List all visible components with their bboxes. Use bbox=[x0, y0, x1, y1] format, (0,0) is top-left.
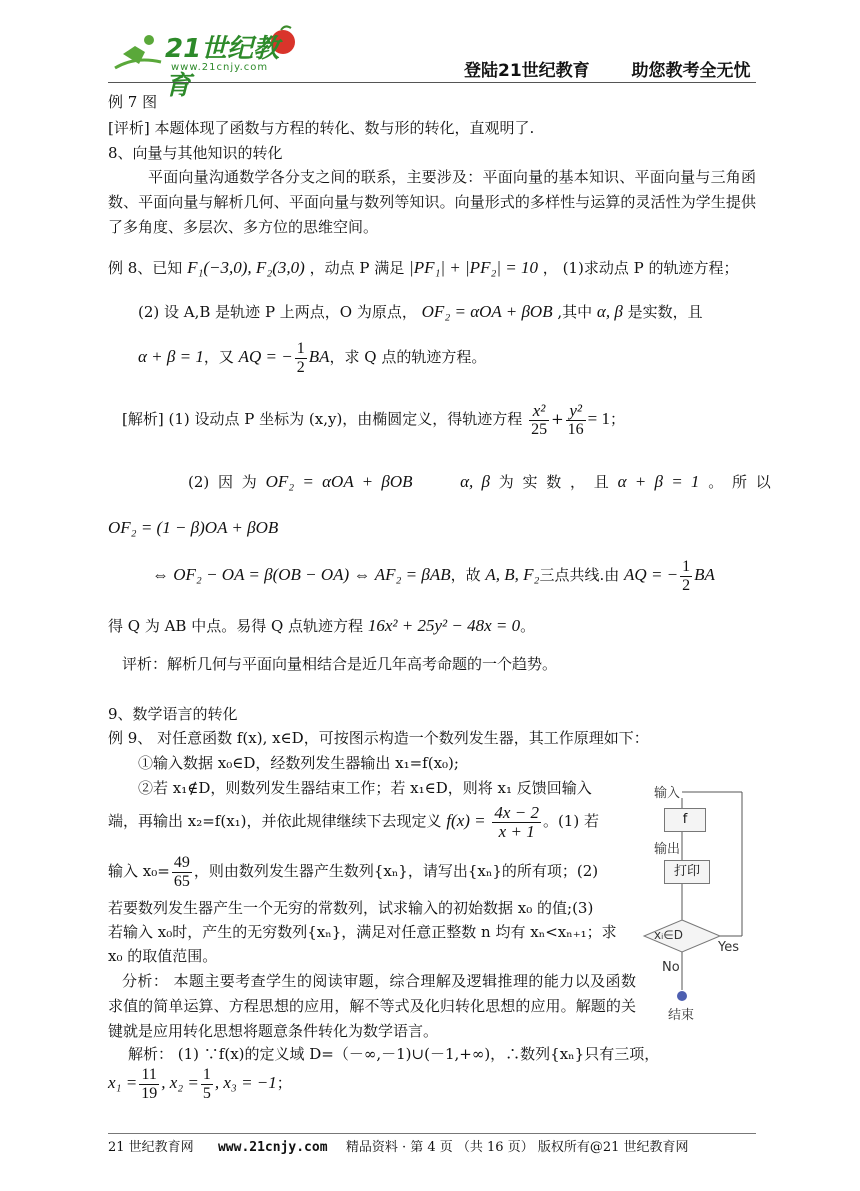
section-8-intro: 平面向量沟通数学各分支之间的联系，主要涉及：平面向量的基本知识、平面向量与三角函数、平面向量与解析几何、平面向量与数列等知识。向量形式的多样性与运算的灵活性为学生提供了多角度、多层次、多方位的思维空间。 bbox=[108, 168, 756, 236]
comment-7: [评析] 本题体现了函数与方程的转化、数与形的转化，直观明了. bbox=[108, 119, 535, 137]
example-9-step2-cont: 端，再输出 x₂=f(x₁)，并依此规律继续下去现定义 f(x) = $\frac{4x - 2}{x + 1}$ 。(1) 若 bbox=[108, 802, 599, 841]
example-9-statement: 例 9、 对任意函数 f(x), x∈D，可按图示构造一个数列发生器，其工作原理如下： bbox=[108, 729, 649, 747]
header-logo bbox=[105, 18, 305, 101]
flow-end-label: 结束 bbox=[668, 1008, 695, 1023]
solution-8-part1: [解析] (1) 设动点 P 坐标为 (x,y)，由椭圆定义，得轨迹方程 $\frac{\text{x²}}{25}$ + $\frac{\text{y²}}{16}$ = 1； bbox=[122, 400, 626, 438]
footer bbox=[108, 1138, 689, 1158]
header-slogan bbox=[464, 56, 751, 81]
solution-9-values: x₁ = $\frac{11}{19}$ , x₂ = $\frac{1}{5}$ , x₃ = −1； bbox=[108, 1065, 292, 1102]
flow-condition: xᵢ∈D bbox=[654, 928, 683, 942]
header-divider bbox=[108, 82, 756, 83]
solution-8-line4: ⇔ OF₂ − OA = β(OB − OA) ⇔ AF₂ = βAB，故 A, B, F₂三点共线.由 AQ = − $\frac{1}{2}$ BA bbox=[152, 557, 715, 594]
flow-input-label: 输入 bbox=[654, 786, 681, 801]
footer-site: 21 世纪教育网 bbox=[108, 1140, 194, 1155]
slogan-left: 登陆21世纪教育 bbox=[464, 61, 590, 81]
flow-f-box: f bbox=[664, 808, 706, 832]
example-8-statement: 例 8、已知 F₁(−3,0), F₂(3,0) ，动点 P 满足 |PF₁| + |PF₂| = 10 ， (1)求动点 P 的轨迹方程； bbox=[108, 258, 739, 277]
logo-text: 21世纪教育 bbox=[165, 34, 280, 101]
example-9-q3-cont: x₀ 的取值范围。 bbox=[108, 947, 218, 965]
example-8-part2: (2) 设 A,B 是轨迹 P 上两点，O 为原点， OF₂ = αOA + βOB ,其中 α, β 是实数，且 bbox=[138, 302, 703, 321]
footer-info: 精品资料 · 第 4 页 （共 16 页） 版权所有@21 世纪教育网 bbox=[345, 1140, 689, 1155]
example-8-part2-cont: α + β = 1，又 AQ = − $\frac{1}{2}$ BA，求 Q 点的轨迹方程。 bbox=[138, 339, 487, 376]
section-9-title: 9、数学语言的转化 bbox=[108, 705, 238, 723]
solution-8-line5: 得 Q 为 AB 中点。易得 Q 点轨迹方程 16x² + 25y² − 48x = 0。 bbox=[108, 616, 536, 635]
figure-caption: 例 7 图 bbox=[108, 93, 158, 111]
section-8-title: 8、向量与其他知识的转化 bbox=[108, 144, 283, 162]
flowchart bbox=[640, 770, 760, 1030]
flow-output-label: 输出 bbox=[654, 842, 681, 857]
solution-8-line3: OF₂ = (1 − β)OA + βOB bbox=[108, 518, 279, 537]
example-9-q1: 输入 x₀= $\frac{49}{65}$ ，则由数列发生器产生数列{xₙ}，请写出{xₙ}的所有项；(2) bbox=[108, 853, 599, 890]
comment-8: 评析：解析几何与平面向量相结合是近几年高考命题的一个趋势。 bbox=[122, 655, 558, 673]
example-9-q2: 若要数列发生器产生一个无穷的常数列，试求输入的初始数据 x₀ 的值;(3) bbox=[108, 899, 594, 917]
flow-print-box: 打印 bbox=[664, 860, 710, 884]
end-node-icon bbox=[677, 991, 687, 1001]
example-9-q3: 若输入 x₀时，产生的无穷数列{xₙ}，满足对任意正整数 n 均有 xₙ<xₙ₊₁；求 bbox=[108, 923, 617, 941]
footer-divider bbox=[108, 1133, 756, 1134]
footer-url[interactable]: www.21cnjy.com bbox=[217, 1140, 328, 1155]
example-9-step2: ②若 x₁∉D，则数列发生器结束工作；若 x₁∈D，则将 x₁ 反馈回输入 bbox=[138, 779, 592, 797]
solution-9-part1: 解析： (1) ∵f(x)的定义域 D=（－∞,－1)∪(－1,+∞)，∴数列{xₙ}只有三项， bbox=[128, 1045, 660, 1063]
solution-8-part2: (2) 因 为 OF₂ = αOA + βOB α, β 为 实 数 ， 且 α + β = 1 。 所 以 bbox=[188, 472, 771, 491]
analysis-9: 分析： 本题主要考查学生的阅读审题，综合理解及逻辑推理的能力以及函数求值的简单运算、方程思想的应用，解不等式及化归转化思想的应用。解题的关键就是应用转化思想将题意条件转化为数学语言。 bbox=[108, 972, 636, 1040]
flow-yes-label: Yes bbox=[718, 940, 739, 955]
slogan-right: 助您教考全无忧 bbox=[631, 61, 751, 81]
example-9-step1: ①输入数据 x₀∈D，经数列发生器输出 x₁=f(x₀); bbox=[138, 754, 459, 772]
flow-no-label: No bbox=[662, 960, 680, 975]
logo-url: www.21cnjy.com bbox=[171, 62, 269, 73]
